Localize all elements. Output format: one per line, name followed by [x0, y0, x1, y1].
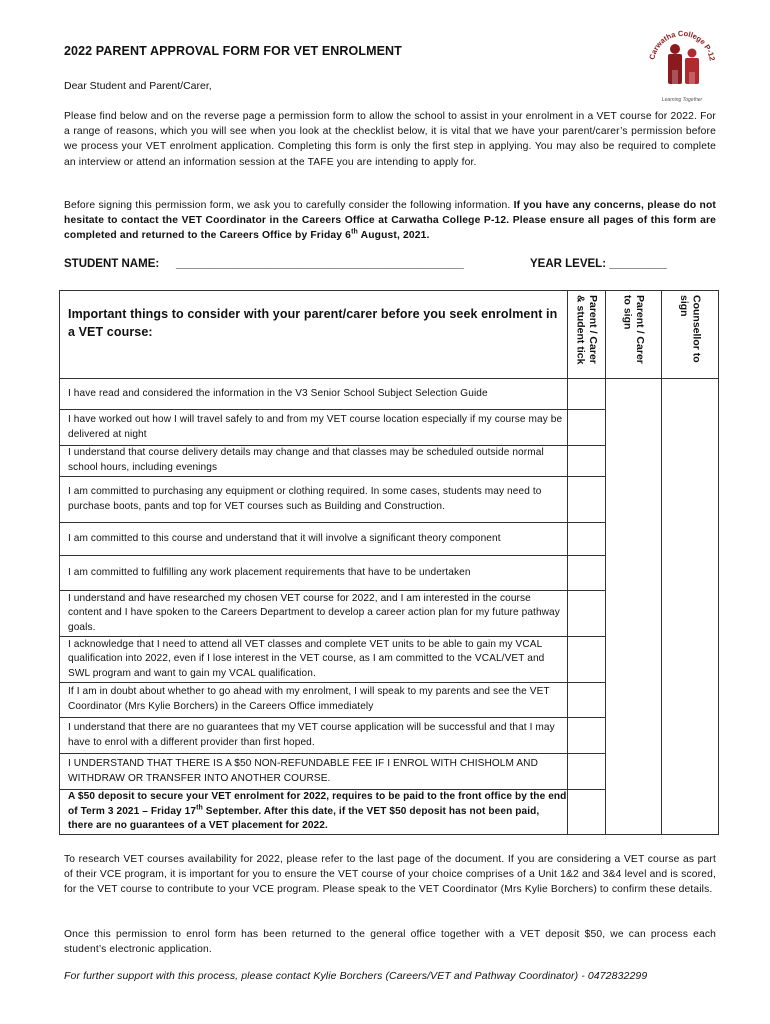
- tick-box[interactable]: [568, 410, 606, 446]
- year-level-field[interactable]: YEAR LEVEL: _________: [530, 258, 667, 270]
- checklist-heading: Important things to consider with your parent/carer before you seek enrolment in a VET course:: [60, 291, 568, 379]
- footer-contact: For further support with this process, please contact Kylie Borchers (Careers/VET and Pathway Coordinator) - 0472832299: [64, 970, 648, 982]
- column-parent-student-tick: Parent / Carer & student tick: [568, 291, 606, 379]
- logo-tagline: Learning Together: [661, 97, 703, 103]
- student-name-field[interactable]: _____________________________________________: [176, 258, 464, 270]
- checklist-item: I acknowledge that I need to attend all VET classes and complete VET units to be able to gain my VCAL qualification into 2022, even if I lose interest in the VET course, as I am committed to the VCAL/VET and SWL program and want to gain my VCAL qualification.: [60, 637, 568, 683]
- svg-text:Carwatha College P-12: [647, 29, 716, 62]
- research-paragraph: To research VET courses availability for 2022, please refer to the last page of the document. If you are considering a VET course as part of their VCE program, it is important for you to ensure the VET course of your choice comprises of a Unit 1&2 and 3&4 level and is scored, for the VET course to contribute to your VCE program. Please speak to the VET Coordinator (Mrs Kylie Borchers) to confirm these details.: [64, 854, 716, 896]
- process-paragraph: Once this permission to enrol form has been returned to the general office together with a VET deposit $50, we can process each student’s electronic application.: [64, 929, 716, 956]
- checklist-table: [59, 290, 719, 835]
- checklist-item: I have read and considered the information in the V3 Senior School Subject Selection Guide: [60, 379, 568, 410]
- column-parent-sign: Parent / Carer to sign: [606, 291, 662, 379]
- page-title: 2022 PARENT APPROVAL FORM FOR VET ENROLMENT: [64, 44, 402, 58]
- tick-box[interactable]: [568, 446, 606, 477]
- tick-box[interactable]: [568, 591, 606, 637]
- checklist-item: If I am in doubt about whether to go ahead with my enrolment, I will speak to my parents and see the VET Coordinator (Mrs Kylie Borchers) in the Careers Office immediately: [60, 683, 568, 718]
- tick-box[interactable]: [568, 556, 606, 591]
- concerns-paragraph: [64, 198, 716, 244]
- checklist-item: I am committed to fulfilling any work placement requirements that have to be undertaken: [60, 556, 568, 591]
- checklist-header-row: [60, 291, 719, 379]
- student-name-label: STUDENT NAME:: [64, 258, 160, 270]
- checklist-item: I understand and have researched my chosen VET course for 2022, and I am interested in the course content and I have spoken to the Careers Department to develop a career action plan for my future pathway goals.: [60, 591, 568, 637]
- checklist-item-fee: I UNDERSTAND THAT THERE IS A $50 NON-REFUNDABLE FEE IF I ENROL WITH CHISHOLM AND WITHDRAW OR TRANSFER INTO ANOTHER COURSE.: [60, 754, 568, 790]
- concerns-plain: Before signing this permission form, we ask you to carefully consider the following information.: [64, 200, 514, 211]
- checklist-item: I have worked out how I will travel safely to and from my VET course location especially if my course may be delivered at night: [60, 410, 568, 446]
- logo-school-name: Carwatha College P-12: [647, 28, 717, 62]
- table-row: [60, 379, 719, 410]
- tick-box[interactable]: [568, 718, 606, 754]
- intro-paragraph: Please find below and on the reverse page a permission form to allow the school to assist in your enrolment in a VET course for 2022. For a range of reasons, which you will see when you look at the checklist below, it is vital that we have your parent/carer’s permission before we process your VET enrolment application. Completing this form is only the first step in applying. You may also be required to complete an interview or attend an information session at the TAFE you are intending to apply for.: [64, 111, 716, 168]
- checklist-item: I understand that there are no guarantees that my VET course application will be successful and that I may have to enrol with a different provider than first hoped.: [60, 718, 568, 754]
- checklist-item: I am committed to this course and understand that it will involve a significant theory component: [60, 523, 568, 556]
- tick-box[interactable]: [568, 790, 606, 835]
- checklist-item: I am committed to purchasing any equipment or clothing required. In some cases, students may need to purchase boots, pants and top for VET courses such as Building and Construction.: [60, 477, 568, 523]
- tick-box[interactable]: [568, 477, 606, 523]
- tick-box[interactable]: [568, 683, 606, 718]
- concerns-bold: If you have any concerns, please do not hesitate to contact the VET Coordinator in the Careers Office at Carwatha College P-12. Please ensure all pages of this form are completed and returned to the Careers Office by Friday 6th August, 2021.: [64, 200, 716, 242]
- column-counsellor-sign: Counsellor to sign: [662, 291, 719, 379]
- school-logo: [642, 20, 720, 104]
- tick-box[interactable]: [568, 379, 606, 410]
- tick-box[interactable]: [568, 523, 606, 556]
- salutation: Dear Student and Parent/Carer,: [64, 80, 212, 92]
- deposit-notice: A $50 deposit to secure your VET enrolment for 2022, requires to be paid to the front office by the end of Term 3 2021 – Friday 17th September. After this date, if the VET $50 deposit has not been paid, there are no guarantees of a VET placement for 2022.: [60, 790, 568, 835]
- parent-signature-box[interactable]: [606, 379, 662, 835]
- checklist-item: I understand that course delivery details may change and that classes may be scheduled outside normal school hours, including evenings: [60, 446, 568, 477]
- tick-box[interactable]: [568, 637, 606, 683]
- counsellor-signature-box[interactable]: [662, 379, 719, 835]
- tick-box[interactable]: [568, 754, 606, 790]
